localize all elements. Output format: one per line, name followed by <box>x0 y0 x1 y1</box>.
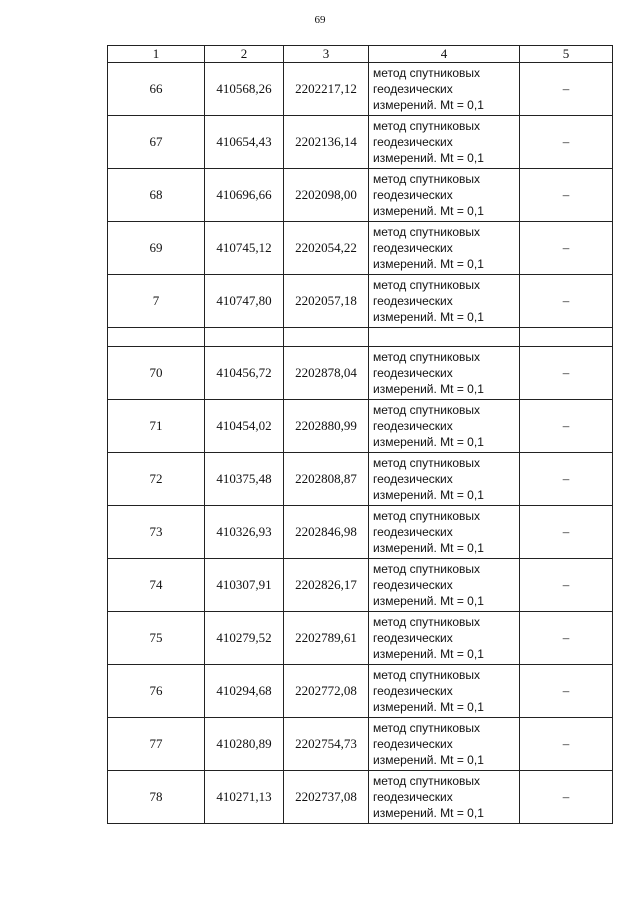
table-row <box>108 400 613 453</box>
empty-cell <box>205 328 284 347</box>
column-header-4: 4 <box>369 46 520 63</box>
method-text-line: геодезических <box>373 525 453 539</box>
method-text-line: геодезических <box>373 737 453 751</box>
method-text-line: измерений. Mt = 0,1 <box>373 806 484 820</box>
table-row <box>108 275 613 328</box>
method-text-line: измерений. Mt = 0,1 <box>373 310 484 324</box>
method-cell <box>369 63 520 116</box>
point-number-cell: 72 <box>108 453 205 506</box>
y-coordinate-cell: 2202754,73 <box>284 718 369 771</box>
point-number-cell: 75 <box>108 612 205 665</box>
x-coordinate-cell: 410294,68 <box>205 665 284 718</box>
method-cell <box>369 559 520 612</box>
method-text-line: геодезических <box>373 472 453 486</box>
x-coordinate-cell: 410568,26 <box>205 63 284 116</box>
column-header-1: 1 <box>108 46 205 63</box>
method-text-line: измерений. Mt = 0,1 <box>373 204 484 218</box>
method-text-line: геодезических <box>373 790 453 804</box>
method-text-line: метод спутниковых <box>373 403 481 417</box>
table-header-row <box>108 46 613 63</box>
x-coordinate-cell: 410456,72 <box>205 347 284 400</box>
method-text-line: метод спутниковых <box>373 615 481 629</box>
table-row <box>108 169 613 222</box>
column-5-cell: – <box>520 506 613 559</box>
table-gap-row <box>108 328 613 347</box>
x-coordinate-cell: 410696,66 <box>205 169 284 222</box>
method-cell <box>369 506 520 559</box>
empty-cell <box>369 328 520 347</box>
method-text-line: метод спутниковых <box>373 66 481 80</box>
method-text-line: геодезических <box>373 188 453 202</box>
coordinates-table <box>107 45 613 824</box>
column-5-cell: – <box>520 771 613 824</box>
x-coordinate-cell: 410307,91 <box>205 559 284 612</box>
table-row <box>108 347 613 400</box>
column-5-cell: – <box>520 222 613 275</box>
column-header-2: 2 <box>205 46 284 63</box>
table-row <box>108 506 613 559</box>
method-text-line: метод спутниковых <box>373 668 481 682</box>
table-row <box>108 116 613 169</box>
y-coordinate-cell: 2202772,08 <box>284 665 369 718</box>
method-text-line: геодезических <box>373 82 453 96</box>
method-text-line: геодезических <box>373 578 453 592</box>
x-coordinate-cell: 410654,43 <box>205 116 284 169</box>
method-text-line: геодезических <box>373 684 453 698</box>
table-row <box>108 559 613 612</box>
point-number-cell: 77 <box>108 718 205 771</box>
method-text-line: измерений. Mt = 0,1 <box>373 382 484 396</box>
x-coordinate-cell: 410747,80 <box>205 275 284 328</box>
point-number-cell: 66 <box>108 63 205 116</box>
method-text-line: метод спутниковых <box>373 774 481 788</box>
y-coordinate-cell: 2202789,61 <box>284 612 369 665</box>
y-coordinate-cell: 2202878,04 <box>284 347 369 400</box>
point-number-cell: 71 <box>108 400 205 453</box>
method-cell <box>369 347 520 400</box>
method-text-line: измерений. Mt = 0,1 <box>373 541 484 555</box>
method-text-line: метод спутниковых <box>373 119 481 133</box>
method-cell <box>369 771 520 824</box>
method-cell <box>369 275 520 328</box>
table-body <box>108 63 613 824</box>
method-text-line: метод спутниковых <box>373 225 481 239</box>
page-number: 69 <box>314 14 326 26</box>
table-row <box>108 453 613 506</box>
column-header-5: 5 <box>520 46 613 63</box>
method-cell <box>369 222 520 275</box>
x-coordinate-cell: 410375,48 <box>205 453 284 506</box>
method-text-line: измерений. Mt = 0,1 <box>373 151 484 165</box>
method-text-line: метод спутниковых <box>373 509 481 523</box>
column-5-cell: – <box>520 116 613 169</box>
empty-cell <box>108 328 205 347</box>
table-row <box>108 718 613 771</box>
column-5-cell: – <box>520 665 613 718</box>
column-5-cell: – <box>520 275 613 328</box>
method-text-line: измерений. Mt = 0,1 <box>373 257 484 271</box>
y-coordinate-cell: 2202880,99 <box>284 400 369 453</box>
method-text-line: измерений. Mt = 0,1 <box>373 594 484 608</box>
column-5-cell: – <box>520 612 613 665</box>
method-text-line: геодезических <box>373 294 453 308</box>
point-number-cell: 74 <box>108 559 205 612</box>
method-cell <box>369 169 520 222</box>
x-coordinate-cell: 410326,93 <box>205 506 284 559</box>
method-text-line: геодезических <box>373 419 453 433</box>
empty-cell <box>284 328 369 347</box>
method-text-line: измерений. Mt = 0,1 <box>373 435 484 449</box>
x-coordinate-cell: 410280,89 <box>205 718 284 771</box>
method-text-line: геодезических <box>373 366 453 380</box>
method-text-line: измерений. Mt = 0,1 <box>373 98 484 112</box>
column-5-cell: – <box>520 63 613 116</box>
x-coordinate-cell: 410271,13 <box>205 771 284 824</box>
y-coordinate-cell: 2202057,18 <box>284 275 369 328</box>
column-header-3: 3 <box>284 46 369 63</box>
y-coordinate-cell: 2202136,14 <box>284 116 369 169</box>
method-text-line: метод спутниковых <box>373 278 481 292</box>
y-coordinate-cell: 2202846,98 <box>284 506 369 559</box>
method-cell <box>369 116 520 169</box>
method-text-line: измерений. Mt = 0,1 <box>373 753 484 767</box>
y-coordinate-cell: 2202808,87 <box>284 453 369 506</box>
table-row <box>108 771 613 824</box>
column-5-cell: – <box>520 559 613 612</box>
table-row <box>108 222 613 275</box>
y-coordinate-cell: 2202098,00 <box>284 169 369 222</box>
x-coordinate-cell: 410279,52 <box>205 612 284 665</box>
point-number-cell: 70 <box>108 347 205 400</box>
method-text-line: метод спутниковых <box>373 562 481 576</box>
y-coordinate-cell: 2202737,08 <box>284 771 369 824</box>
table-row <box>108 612 613 665</box>
method-cell <box>369 400 520 453</box>
method-text-line: метод спутниковых <box>373 350 481 364</box>
method-text-line: метод спутниковых <box>373 721 481 735</box>
table-row <box>108 63 613 116</box>
y-coordinate-cell: 2202054,22 <box>284 222 369 275</box>
method-text-line: измерений. Mt = 0,1 <box>373 700 484 714</box>
point-number-cell: 68 <box>108 169 205 222</box>
method-cell <box>369 453 520 506</box>
column-5-cell: – <box>520 400 613 453</box>
y-coordinate-cell: 2202217,12 <box>284 63 369 116</box>
column-5-cell: – <box>520 347 613 400</box>
point-number-cell: 67 <box>108 116 205 169</box>
method-text-line: измерений. Mt = 0,1 <box>373 647 484 661</box>
point-number-cell: 73 <box>108 506 205 559</box>
method-text-line: измерений. Mt = 0,1 <box>373 488 484 502</box>
method-cell <box>369 665 520 718</box>
point-number-cell: 76 <box>108 665 205 718</box>
point-number-cell: 69 <box>108 222 205 275</box>
table-row <box>108 665 613 718</box>
column-5-cell: – <box>520 453 613 506</box>
y-coordinate-cell: 2202826,17 <box>284 559 369 612</box>
method-cell <box>369 718 520 771</box>
method-text-line: геодезических <box>373 135 453 149</box>
x-coordinate-cell: 410454,02 <box>205 400 284 453</box>
method-text-line: метод спутниковых <box>373 172 481 186</box>
empty-cell <box>520 328 613 347</box>
point-number-cell: 78 <box>108 771 205 824</box>
method-cell <box>369 612 520 665</box>
method-text-line: геодезических <box>373 631 453 645</box>
x-coordinate-cell: 410745,12 <box>205 222 284 275</box>
method-text-line: геодезических <box>373 241 453 255</box>
column-5-cell: – <box>520 718 613 771</box>
method-text-line: метод спутниковых <box>373 456 481 470</box>
point-number-cell: 7 <box>108 275 205 328</box>
column-5-cell: – <box>520 169 613 222</box>
